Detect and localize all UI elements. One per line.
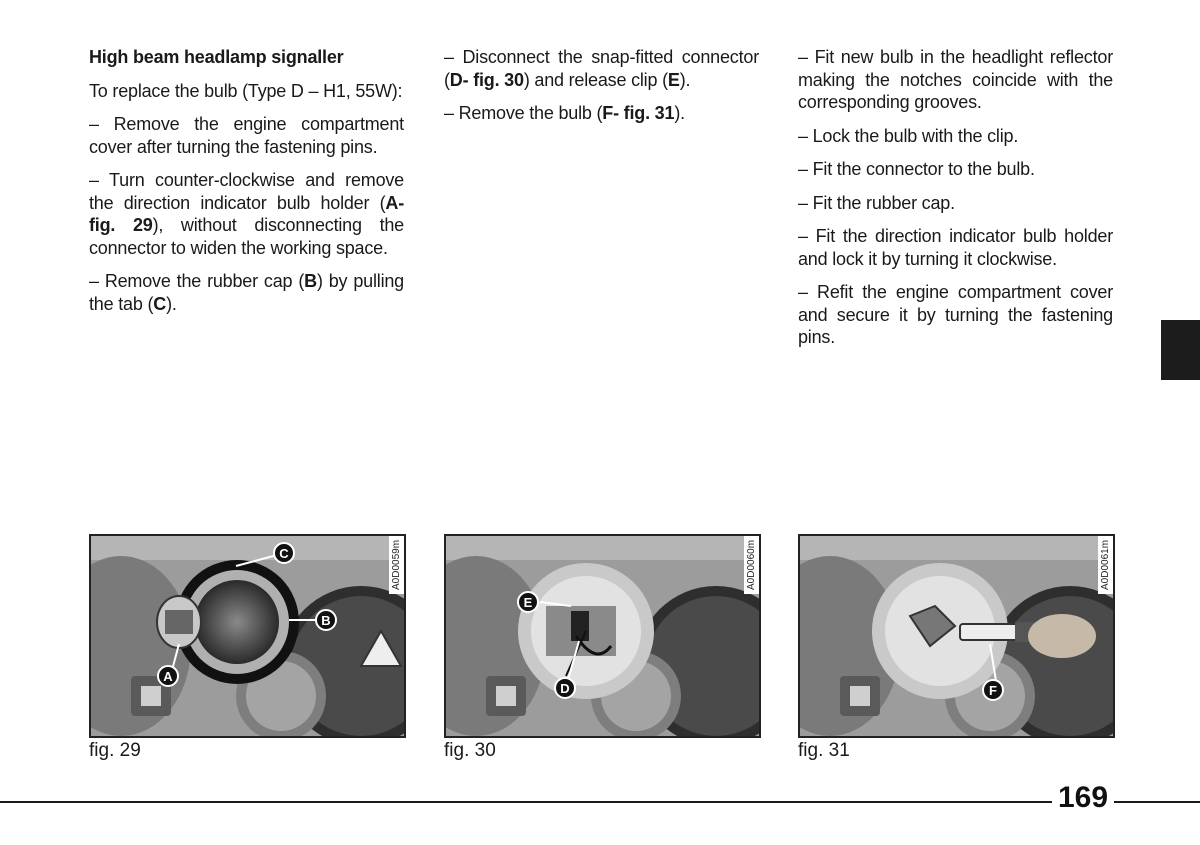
callout-label: A (163, 669, 173, 684)
section-tab-marker (1161, 320, 1200, 380)
text-run: – Disconnect the snap-fitted connector ( (444, 47, 759, 90)
paragraph (89, 270, 404, 315)
text-run: – Remove the bulb ( (444, 103, 603, 123)
callout-c (274, 543, 294, 563)
text-run: – Remove the rubber cap ( (89, 271, 305, 291)
part-reference: C (153, 293, 167, 314)
paragraph: – Fit the rubber cap. (798, 192, 955, 213)
paragraph: – Fit new bulb in the headlight reflector making the notches coincide with the corresponding grooves. (798, 47, 1113, 112)
figure-30-photo (444, 534, 761, 738)
figure-reference: D- fig. 30 (449, 69, 524, 90)
headlamp-illustration (800, 536, 1113, 736)
callout-label: D (560, 681, 570, 696)
text-run: ), without disconnecting the connector to widen the working space. (89, 215, 404, 258)
footer-rule (1114, 801, 1200, 803)
paragraph: – Lock the bulb with the clip. (798, 125, 1019, 146)
paragraph: – Fit the connector to the bulb. (798, 159, 1035, 179)
callout-f (983, 680, 1003, 700)
page-number: 169 (1058, 781, 1109, 814)
figure-29-photo (89, 534, 406, 738)
callout-b (316, 610, 336, 630)
callout-label: B (321, 613, 331, 628)
figure-reference: F- fig. 31 (602, 103, 675, 123)
text-run: – Turn counter-clockwise and remove the direction indicator bulb holder ( (89, 170, 404, 213)
text-run: ) by pulling the tab ( (89, 271, 404, 314)
text-column-3 (798, 46, 1113, 360)
figure-code: A0D0060m (744, 536, 759, 594)
paragraph: – Refit the engine compartment cover and secure it by turning the fastening pins. (798, 282, 1113, 347)
text-run: ). (166, 293, 177, 314)
callout-label: E (523, 595, 533, 610)
footer-rule (0, 801, 1052, 803)
paragraph (444, 102, 759, 125)
callout-e (518, 592, 538, 612)
paragraph (444, 46, 759, 91)
figure-caption: fig. 30 (444, 740, 496, 761)
headlamp-illustration (446, 536, 759, 736)
text-column-1 (89, 46, 404, 326)
callout-label: F (989, 683, 997, 698)
figure-caption: fig. 31 (798, 740, 850, 761)
text-run: ) and release clip ( (523, 69, 668, 90)
section-heading: High beam headlamp signaller (89, 47, 344, 67)
figure-code: A0D0059m (389, 536, 404, 594)
headlamp-illustration (91, 536, 404, 736)
callout-a (158, 666, 178, 686)
figure-code: A0D0061m (1098, 536, 1113, 594)
text-run: ). (674, 103, 685, 123)
paragraph: – Remove the engine compartment cover after turning the fastening pins. (89, 114, 404, 157)
paragraph: To replace the bulb (Type D – H1, 55W): (89, 80, 403, 101)
callout-d (555, 678, 575, 698)
text-column-2 (444, 46, 759, 136)
part-reference: B (304, 271, 317, 291)
figure-caption: fig. 29 (89, 740, 141, 761)
text-run: ). (679, 69, 691, 90)
figure-reference: A- fig. 29 (89, 192, 404, 235)
paragraph (89, 169, 404, 259)
callout-label: C (279, 546, 289, 561)
part-reference: E (667, 69, 680, 90)
paragraph: – Fit the direction indicator bulb holder and lock it by turning it clockwise. (798, 226, 1113, 269)
figure-31-photo (798, 534, 1115, 738)
